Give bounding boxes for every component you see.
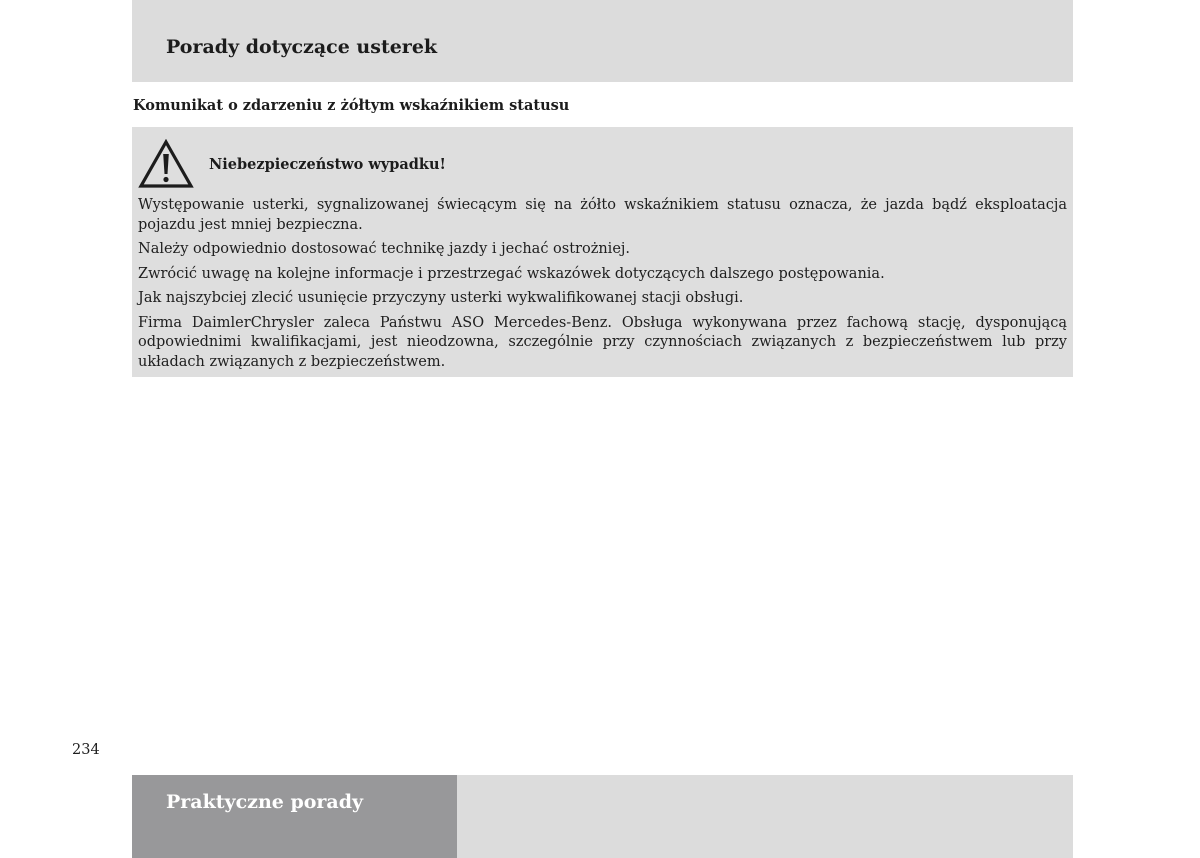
warning-paragraph: Jak najszybciej zlecić usunięcie przyczyny usterki wykwalifikowanej stacji obsługi.	[138, 290, 744, 306]
warning-header	[138, 138, 1067, 190]
header-band	[132, 0, 1073, 82]
page-title: Porady dotyczące usterek	[166, 36, 438, 58]
warning-triangle-icon	[138, 139, 194, 189]
warning-paragraph: Należy odpowiednio dostosować technikę jazdy i jechać ostrożniej.	[138, 241, 631, 257]
warning-title: Niebezpieczeństwo wypadku!	[209, 155, 446, 173]
footer-band	[457, 775, 1073, 858]
section-heading: Komunikat o zdarzeniu z żółtym wskaźnikiem statusu	[133, 97, 570, 114]
warning-paragraph: Zwrócić uwagę na kolejne informacje i przestrzegać wskazówek dotyczących dalszego postępowania.	[138, 265, 885, 282]
warning-paragraph: Firma DaimlerChrysler zaleca Państwu ASO Mercedes-Benz. Obsługa wykonywana przez fachową stację, dysponującą odpowiednimi kwalifikacjami, jest nieodzowna, szczególnie przy czynnościach związanych z bezpieczeństwem lub przy układach związanych z bezpieczeństwem.	[138, 314, 1067, 370]
warning-box	[132, 127, 1073, 377]
page-number: 234	[72, 742, 100, 758]
chapter-title: Praktyczne porady	[166, 791, 364, 813]
warning-paragraph: Występowanie usterki, sygnalizowanej świecącym się na żółto wskaźnikiem statusu oznacza, że jazda bądź eksploatacja pojazdu jest mniej bezpieczna.	[138, 197, 1067, 233]
footer-chapter-tab	[132, 775, 457, 858]
